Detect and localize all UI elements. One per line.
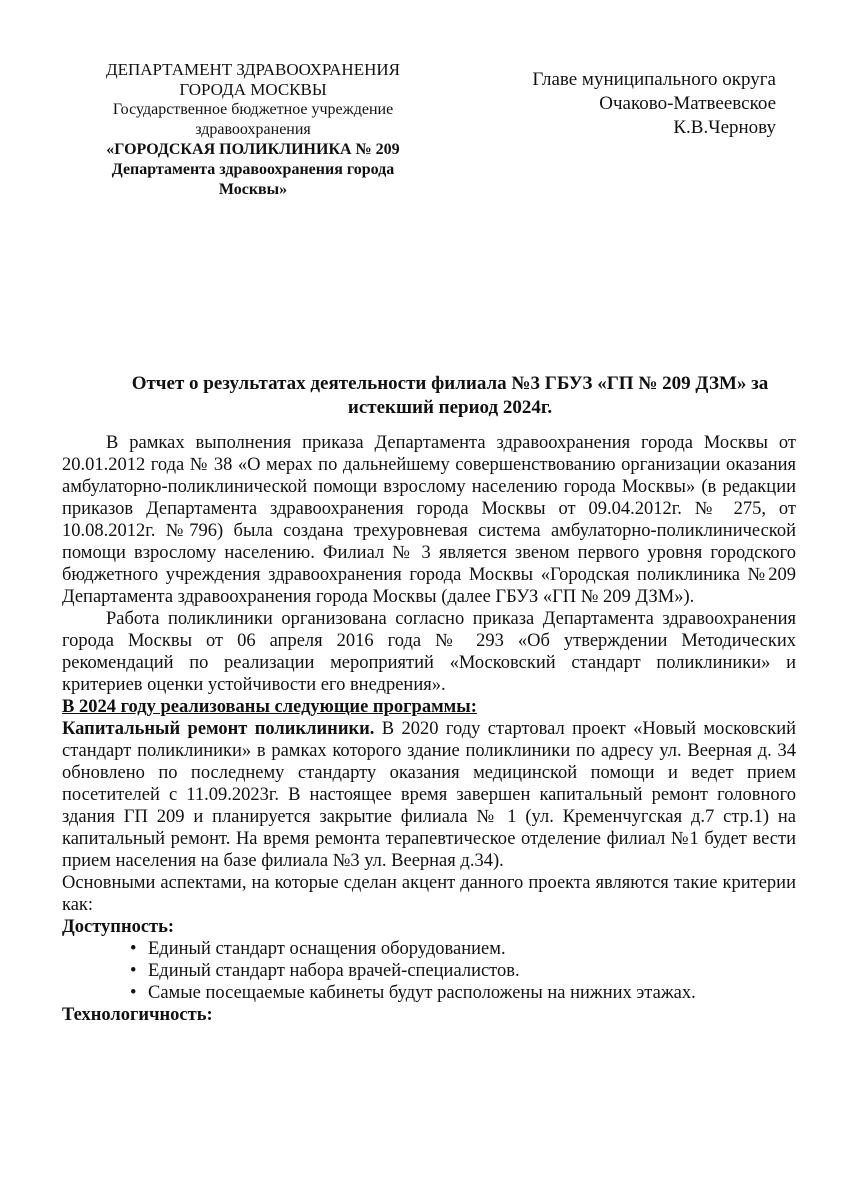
repair-title: Капитальный ремонт поликлиники. [62,719,375,739]
technology-title: Технологичность: [62,1005,213,1025]
sender-name: «ГОРОДСКАЯ ПОЛИКЛИНИКА № 209 [106,141,400,158]
sender-institution-type: Государственное бюджетное учреждение [112,101,394,118]
sender-block [88,60,418,200]
accessibility-title: Доступность: [62,917,175,937]
recipient-position: Главе муниципального округа [532,69,776,90]
sender-department: ДЕПАРТАМЕНТ ЗДРАВООХРАНЕНИЯ [105,60,400,79]
list-item: • Единый стандарт набора врачей-специалистов. [132,960,796,982]
repair-text: В 2020 году стартовал проект «Новый московский стандарт поликлиники» в рамках которого здание поликлиники по адресу ул. Веерная д. 34 обновлено по последнему стандарту оказания медицинской помощи и ведет прием посетителей с 11.09.2023г. В настоящее время завершен капитальный ремонт головного здания ГП 209 и планируется закрытие филиала № 1 (ул. Кременчугская д.7 стр.1) на капитальный ремонт. На время ремонта терапевтическое отделение филиал №1 будет вести прием населения на базе филиала №3 ул. Веерная д.34). [62,719,796,871]
paragraph-organization: Работа поликлиники организована согласно приказа Департамента здравоохранения города Москвы от 06 апреля 2016 года № 293 «Об утверждении Методических рекомендаций по реализации мероприятий «Московский стандарт поликлиники» и критериев оценки устойчивости его внедрения». [62,609,796,695]
report-title-line2: истекший период 2024г. [347,397,553,418]
paragraph-intro: В рамках выполнения приказа Департамента здравоохранения города Москвы от 20.01.2012 года № 38 «О мерах по дальнейшему совершенствованию организации оказания амбулаторно-поликлинической помощи взрослому населению города Москвы» (в редакции приказов Департамента здравоохранения города Москвы от 09.04.2012г. № 275, от 10.08.2012г. №796) была создана трехуровневая система амбулаторно-поликлинической помощи взрослому населению. Филиал № 3 является звеном первого уровня городского бюджетного учреждения здравоохранения города Москвы «Городская поликлиника №209 Департамента здравоохранения города Москвы (далее ГБУЗ «ГП № 209 ДЗМ»). [62,433,796,607]
recipient-block [470,68,776,140]
list-item: • Самые посещаемые кабинеты будут расположены на нижних этажах. [132,982,796,1004]
recipient-district: Очаково-Матвеевское [599,93,776,114]
report-title [100,372,800,420]
sender-name-end: Москвы» [218,181,288,198]
sender-name-cont: Департамента здравоохранения города [111,161,395,178]
sender-institution-field: здравоохранения [195,121,311,138]
paragraph-repair [62,718,796,872]
accessibility-list [132,938,796,1004]
list-item: • Единый стандарт оснащения оборудованием. [132,938,796,960]
sender-city: ГОРОДА МОСКВЫ [179,80,327,99]
paragraph-aspects: Основными аспектами, на которые сделан акцент данного проекта являются такие критерии как: [62,873,796,915]
recipient-name: К.В.Чернову [673,117,776,138]
report-body [62,432,796,1026]
programs-heading: В 2024 году реализованы следующие программы: [62,697,477,717]
report-title-line1: Отчет о результатах деятельности филиала №3 ГБУЗ «ГП № 209 ДЗМ» за [131,373,769,394]
